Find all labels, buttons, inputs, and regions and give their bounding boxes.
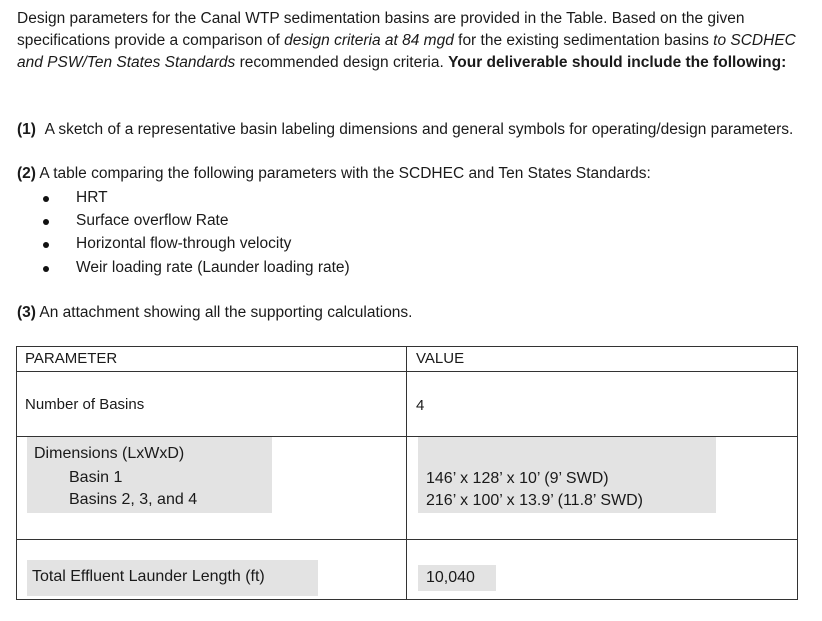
bullet-text: Weir loading rate (Launder loading rate) (76, 259, 350, 276)
row-divider (17, 436, 797, 437)
param-basin-1: Basin 1 (69, 469, 123, 486)
column-divider (406, 347, 407, 599)
item-2-number: (2) (17, 165, 36, 182)
bullet-item (76, 210, 229, 232)
bullet-item (76, 187, 108, 209)
header-parameter: PARAMETER (25, 350, 118, 367)
bullet-item (76, 233, 291, 255)
item-1 (17, 119, 807, 141)
item-1-number: (1) (17, 121, 36, 138)
intro-paragraph (17, 8, 807, 74)
intro-text-1: Design parameters for the Canal WTP sedimentation basins are provided in the Table. Based on the given specifications provide a comparison of (17, 10, 745, 49)
item-2 (17, 163, 651, 185)
intro-text-5: recommended design criteria. (235, 54, 449, 71)
value-basins-2-3-4-dims: 216’ x 100’ x 13.9’ (11.8’ SWD) (426, 492, 643, 509)
item-3-number: (3) (17, 304, 36, 321)
header-value: VALUE (416, 350, 465, 367)
bullet-item (76, 257, 350, 279)
bullet-icon (43, 242, 49, 248)
bullet-text: Surface overflow Rate (76, 212, 229, 229)
bullet-icon (43, 266, 49, 272)
item-3-text: An attachment showing all the supporting calculations. (39, 304, 413, 321)
item-3 (17, 302, 413, 324)
value-number-of-basins: 4 (416, 397, 425, 414)
parameters-table (16, 346, 798, 600)
param-dimensions: Dimensions (LxWxD) (34, 445, 185, 462)
param-basins-2-3-4: Basins 2, 3, and 4 (69, 491, 198, 508)
intro-text-3: for the existing sedimentation basins (453, 32, 714, 49)
bullet-text: HRT (76, 189, 108, 206)
bullet-text: Horizontal flow-through velocity (76, 235, 292, 252)
bullet-icon (43, 219, 49, 225)
row-divider (17, 371, 797, 372)
item-1-text: A sketch of a representative basin labeling dimensions and general symbols for operating/design parameters. (44, 121, 794, 138)
value-basin-1-dims: 146’ x 128’ x 10’ (9’ SWD) (426, 470, 609, 487)
intro-deliverable: Your deliverable should include the following: (448, 54, 787, 71)
bullet-icon (43, 196, 49, 202)
item-2-text: A table comparing the following parameters with the SCDHEC and Ten States Standards: (39, 165, 651, 182)
row-divider (17, 539, 797, 540)
intro-text-design-criteria: design criteria at 84 mgd (284, 32, 454, 49)
param-number-of-basins: Number of Basins (25, 396, 145, 413)
param-launder-length: Total Effluent Launder Length (ft) (32, 568, 265, 585)
value-launder-length: 10,040 (426, 569, 475, 586)
intro-text-standards: to SCDHEC and PSW/Ten States Standards (17, 32, 796, 71)
